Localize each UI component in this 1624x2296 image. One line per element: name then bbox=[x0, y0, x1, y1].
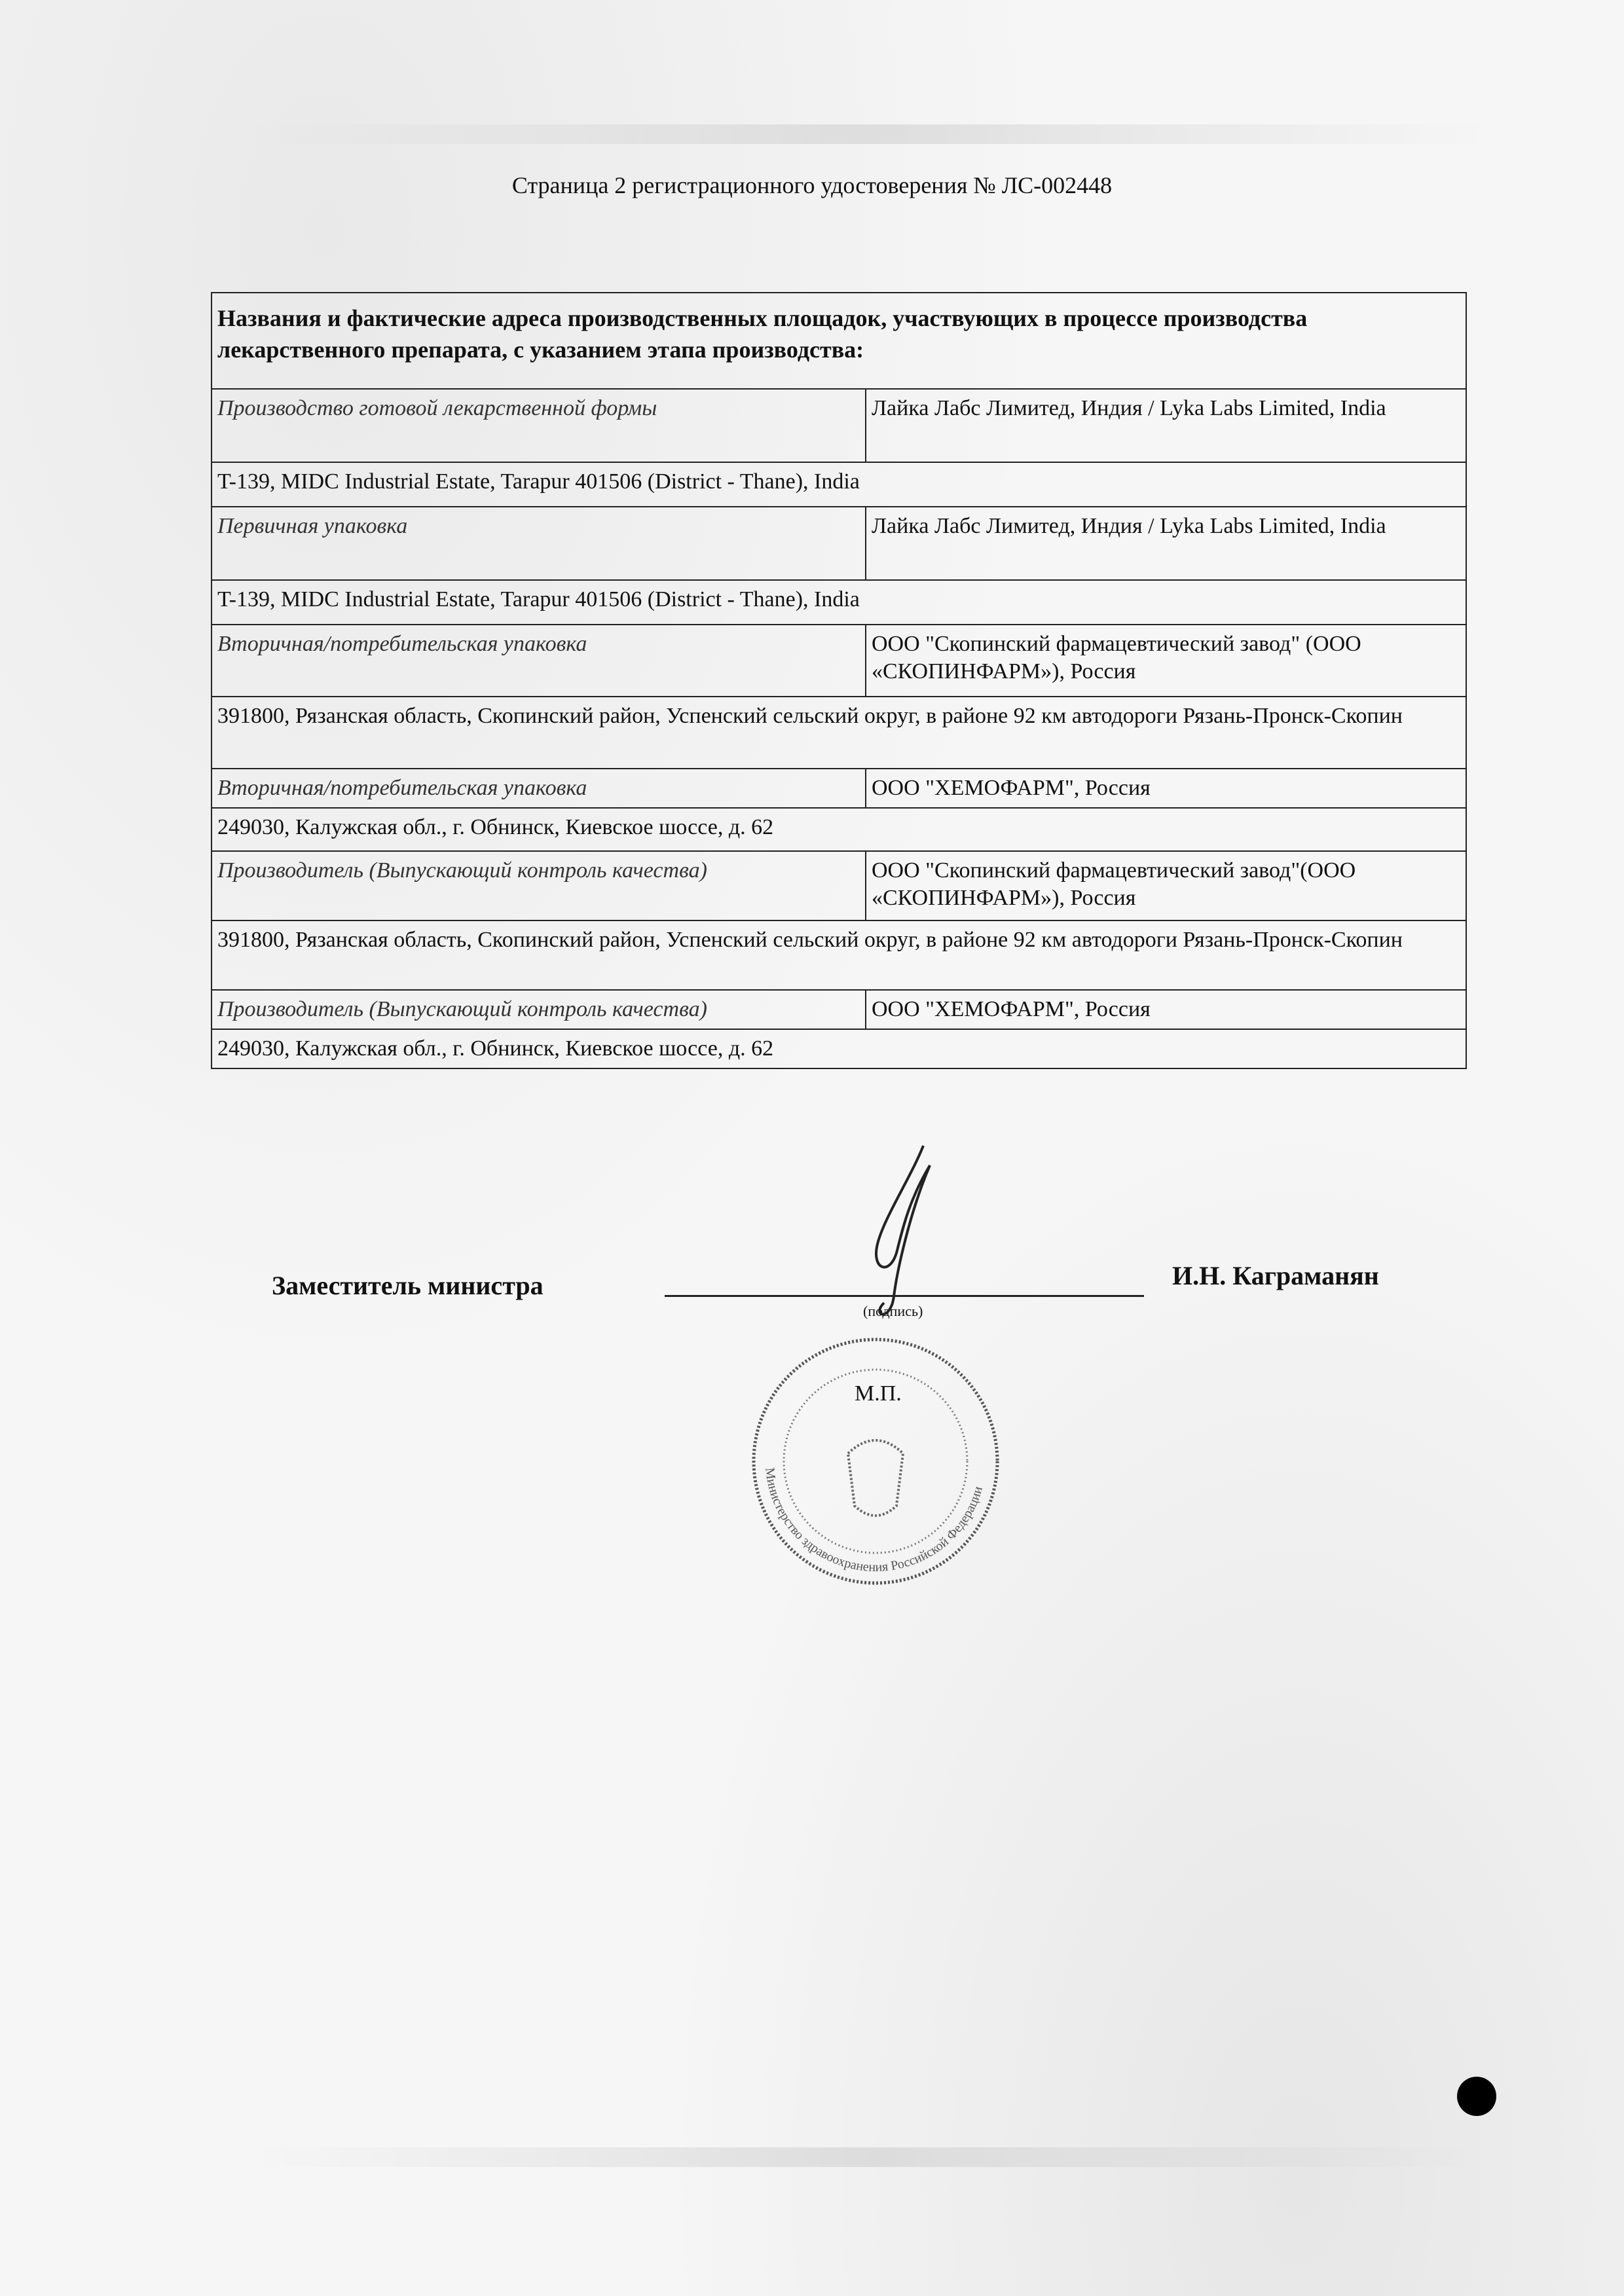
address-cell: 249030, Калужская обл., г. Обнинск, Киевское шоссе, д. 62 bbox=[217, 815, 774, 839]
table-row bbox=[212, 696, 1466, 768]
address-cell: 391800, Рязанская область, Скопинский район, Успенский сельский округ, в районе 92 км автодороги Рязань-Пронск-Скопин bbox=[217, 928, 1403, 952]
table-row bbox=[212, 624, 1466, 696]
scan-artifact bbox=[249, 2147, 1493, 2167]
scan-artifact bbox=[249, 124, 1493, 144]
handwritten-signature bbox=[832, 1139, 963, 1336]
table-row bbox=[212, 850, 1466, 920]
company-cell: ООО "Скопинский фармацевтический завод" (ООО «СКОПИНФАРМ»), Россия bbox=[865, 625, 1466, 696]
eagle-emblem-icon bbox=[848, 1440, 903, 1516]
table-row bbox=[212, 579, 1466, 624]
company-cell: Лайка Лабс Лимитед, Индия / Lyka Labs Limited, India bbox=[865, 507, 1466, 579]
signatory-position: Заместитель министра bbox=[272, 1271, 544, 1300]
table-row bbox=[212, 506, 1466, 579]
address-cell: 391800, Рязанская область, Скопинский район, Успенский сельский округ, в районе 92 км автодороги Рязань-Пронск-Скопин bbox=[217, 704, 1403, 728]
company-cell: Лайка Лабс Лимитед, Индия / Lyka Labs Limited, India bbox=[865, 390, 1466, 462]
company-cell: ООО "ХЕМОФАРМ", Россия bbox=[865, 769, 1466, 807]
company-cell: ООО "ХЕМОФАРМ", Россия bbox=[865, 991, 1466, 1029]
stage-cell: Вторичная/потребительская упаковка bbox=[217, 632, 587, 656]
stamp-caption: М.П. bbox=[855, 1381, 902, 1406]
signatory-name: И.Н. Каграманян bbox=[1172, 1261, 1379, 1290]
signature-caption: (подпись) bbox=[863, 1303, 923, 1319]
stage-cell: Вторичная/потребительская упаковка bbox=[217, 776, 587, 800]
table-row bbox=[212, 920, 1466, 989]
stage-cell: Производство готовой лекарственной формы bbox=[217, 396, 657, 420]
address-cell: 249030, Калужская обл., г. Обнинск, Киевское шоссе, д. 62 bbox=[217, 1036, 774, 1061]
table-row bbox=[212, 1029, 1466, 1068]
table-row bbox=[212, 989, 1466, 1029]
table-heading-row bbox=[212, 293, 1466, 388]
stage-cell: Первичная упаковка bbox=[217, 514, 408, 538]
address-cell: T-139, MIDC Industrial Estate, Tarapur 401506 (District - Thane), India bbox=[217, 469, 860, 494]
company-cell: ООО "Скопинский фармацевтический завод"(ООО «СКОПИНФАРМ»), Россия bbox=[865, 852, 1466, 920]
address-cell: T-139, MIDC Industrial Estate, Tarapur 401506 (District - Thane), India bbox=[217, 587, 860, 611]
table-row bbox=[212, 388, 1466, 462]
official-seal bbox=[750, 1336, 1001, 1587]
page-title: Страница 2 регистрационного удостоверения № ЛС-002448 bbox=[511, 172, 1113, 198]
table-heading: Названия и фактические адреса производственных площадок, участвующих в процессе производства лекарственного препарата, с указанием этапа производства: bbox=[217, 305, 1308, 363]
table-row bbox=[212, 768, 1466, 807]
production-sites-table bbox=[211, 292, 1467, 1069]
table-row bbox=[212, 462, 1466, 506]
table-row bbox=[212, 807, 1466, 850]
punch-hole-mark bbox=[1457, 2077, 1496, 2116]
stage-cell: Производитель (Выпускающий контроль качества) bbox=[217, 858, 707, 883]
seal-lettering: Министерство здравоохранения Российской Федерации bbox=[762, 1467, 986, 1575]
stage-cell: Производитель (Выпускающий контроль качества) bbox=[217, 997, 707, 1021]
